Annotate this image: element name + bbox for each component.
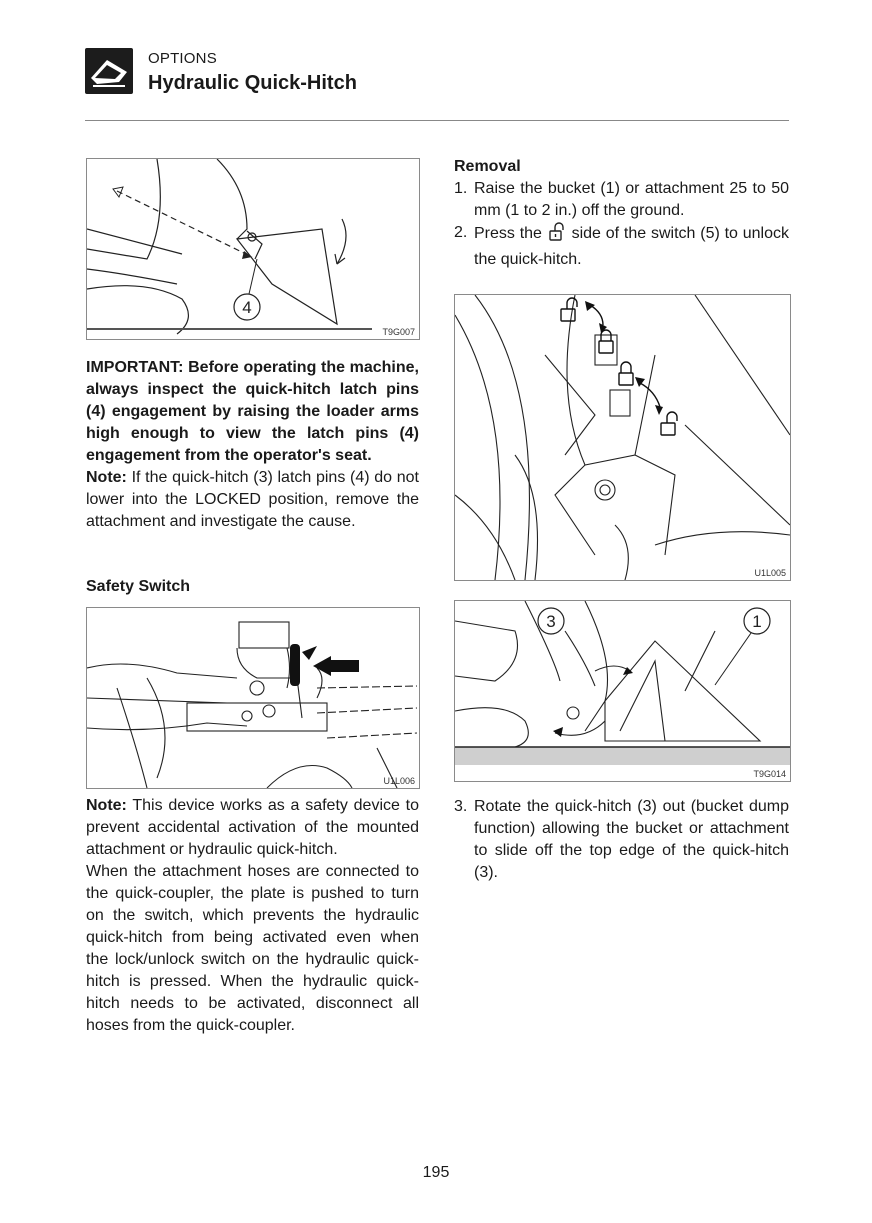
left-text-block <box>86 357 419 533</box>
bucket-attachment-icon <box>85 48 133 94</box>
figure-code: T9G014 <box>753 769 786 779</box>
figure-bucket-removal <box>454 600 791 782</box>
list-item <box>454 796 789 884</box>
latch-illustration <box>87 159 419 339</box>
unlock-icon <box>547 222 567 249</box>
figure-quick-hitch-latch <box>86 158 420 340</box>
page-number: 195 <box>422 1164 450 1181</box>
figure-code: U1L005 <box>754 568 786 578</box>
header-divider <box>85 120 789 121</box>
removal-step-3 <box>454 796 789 884</box>
callout-4: 4 <box>242 298 252 317</box>
note-text: If the quick-hitch (3) latch pins (4) do not lower into the LOCKED position, remove the attachment and investigate the cause. <box>86 469 419 530</box>
note-label: Note: <box>86 469 127 486</box>
safety-switch-text <box>86 795 419 1037</box>
removal-section <box>454 156 789 271</box>
callout-1: 1 <box>752 612 762 631</box>
safety-switch-heading: Safety Switch <box>86 578 191 595</box>
figure-safety-switch <box>86 607 420 789</box>
note-safety-device <box>86 795 419 861</box>
step-text: Raise the bucket (1) or attachment 25 to 50 mm (1 to 2 in.) off the ground. <box>474 180 789 219</box>
important-notice: IMPORTANT: Before operating the machine, always inspect the quick-hitch latch pins (4) engagement by raising the loader arms high enough to view the latch pins (4) engagement from the operator's seat. <box>86 359 419 464</box>
figure-code: T9G007 <box>382 327 415 337</box>
page-title: Hydraulic Quick-Hitch <box>148 72 357 94</box>
list-item <box>454 178 789 222</box>
step-number: 3. <box>454 798 468 815</box>
note-locked-position <box>86 467 419 533</box>
paragraph-hoses: When the attachment hoses are connected to the quick-coupler, the plate is pushed to turn on the switch, which prevents the hydraulic quick-hitch from being activated even when the lock/unlock switch on the hydraulic quick-hitch is pressed. When the hydraulic quick-hitch needs to be activated, disconnect all hoses from the quick-coupler. <box>86 863 419 1034</box>
figure-code: U1L006 <box>383 776 415 786</box>
safety-switch-illustration <box>87 608 419 788</box>
note-label: Note: <box>86 797 127 814</box>
list-item <box>454 222 789 271</box>
step-text: side of the switch (5) to unlock the quick-hitch. <box>474 225 790 268</box>
bucket-removal-illustration <box>455 601 790 781</box>
note-text: This device works as a safety device to prevent accidental activation of the mounted attachment or hydraulic quick-hitch. <box>86 797 419 858</box>
step-text: Press the <box>474 225 547 242</box>
step-number: 2. <box>454 224 468 241</box>
step-text: Rotate the quick-hitch (3) out (bucket dump function) allowing the bucket or attachment to slide off the top edge of the quick-hitch (3). <box>474 798 789 881</box>
figure-lock-switch <box>454 294 791 581</box>
removal-heading: Removal <box>454 158 521 175</box>
section-label: OPTIONS <box>148 50 217 67</box>
callout-3: 3 <box>546 612 556 631</box>
lock-switch-illustration <box>455 295 790 580</box>
step-number: 1. <box>454 180 468 197</box>
